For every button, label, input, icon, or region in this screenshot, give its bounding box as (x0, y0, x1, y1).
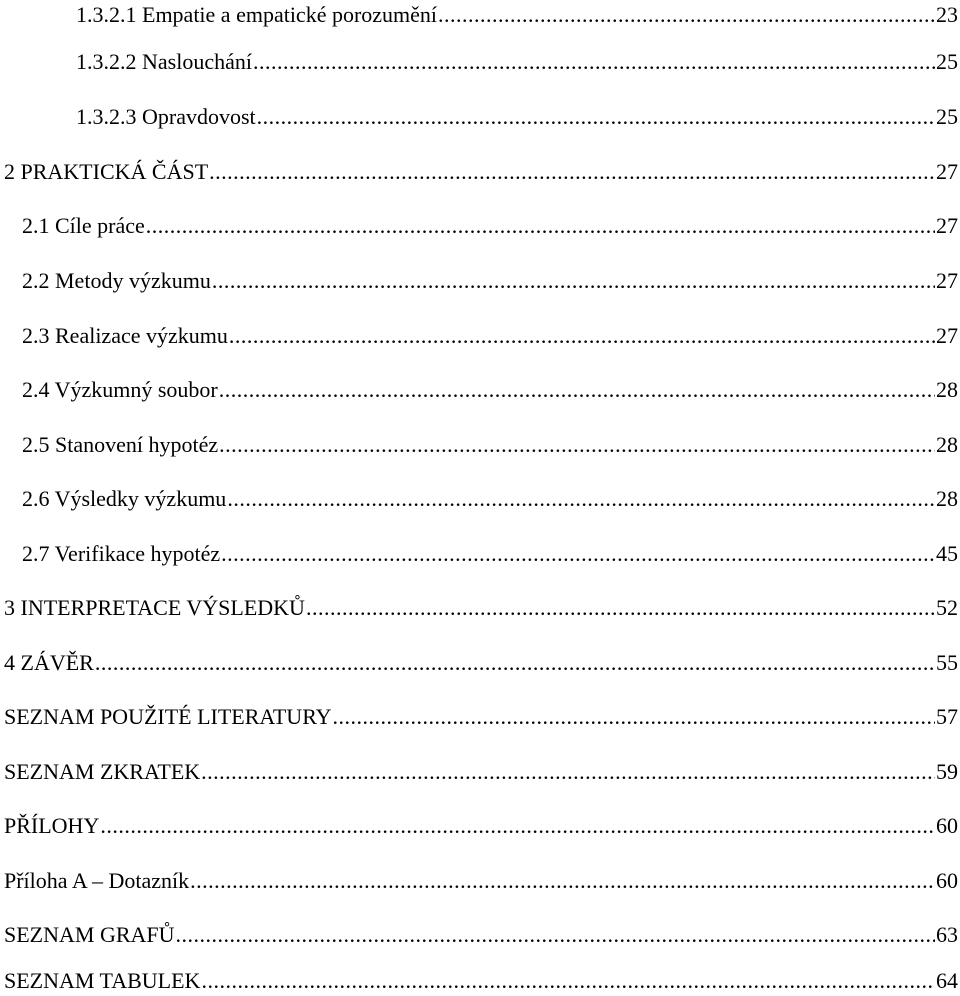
toc-entry-title: PŘÍLOHY (4, 813, 100, 838)
toc-entry[interactable] (22, 484, 958, 514)
toc-entry[interactable] (4, 866, 958, 896)
toc-entry-title: 2.7 Verifikace hypotéz (22, 541, 221, 566)
toc-leader-dots (201, 757, 935, 787)
toc-entry-title: 2.6 Výsledky výzkumu (22, 486, 227, 511)
toc-entry-page: 27 (936, 323, 958, 348)
toc-entry[interactable] (22, 211, 958, 241)
toc-entry[interactable] (4, 966, 958, 996)
toc-entry[interactable] (76, 102, 958, 132)
toc-entry-page: 23 (936, 2, 958, 27)
toc-entry-page: 27 (936, 159, 958, 184)
toc-leader-dots (95, 648, 935, 678)
toc-leader-dots (306, 593, 935, 623)
toc-entry-page: 60 (936, 868, 958, 893)
toc-leader-dots (227, 484, 935, 514)
toc-entry-title: 2.4 Výzkumný soubor (22, 377, 218, 402)
toc-entry[interactable] (76, 47, 958, 77)
toc-leader-dots (229, 321, 935, 351)
toc-entry-page: 27 (936, 213, 958, 238)
toc-entry-title: SEZNAM ZKRATEK (4, 759, 201, 784)
toc-leader-dots (201, 966, 935, 996)
toc-leader-dots (438, 0, 935, 30)
toc-entry-page: 28 (936, 432, 958, 457)
toc-entry-title: 1.3.2.1 Empatie a empatické porozumění (76, 2, 438, 27)
toc-entry-page: 59 (936, 759, 958, 784)
toc-entry-page: 25 (936, 49, 958, 74)
toc-entry[interactable] (4, 811, 958, 841)
toc-leader-dots (212, 266, 935, 296)
toc-leader-dots (100, 811, 935, 841)
toc-entry-page: 25 (936, 104, 958, 129)
toc-leader-dots (219, 375, 935, 405)
toc-leader-dots (257, 102, 935, 132)
toc-leader-dots (253, 47, 935, 77)
toc-entry-title: 2.3 Realizace výzkumu (22, 323, 228, 348)
toc-entry-title: 2.1 Cíle práce (22, 213, 145, 238)
toc-leader-dots (221, 539, 935, 569)
toc-entry-page: 28 (936, 377, 958, 402)
toc-leader-dots (190, 866, 935, 896)
toc-entry-page: 63 (936, 922, 958, 947)
toc-entry-title: 2.2 Metody výzkumu (22, 268, 211, 293)
toc-entry-title: 2.5 Stanovení hypotéz (22, 432, 219, 457)
toc-entry-page: 57 (936, 704, 958, 729)
toc-entry-title: 3 INTERPRETACE VÝSLEDKŮ (4, 595, 305, 620)
toc-entry[interactable] (4, 157, 958, 187)
toc-entry-title: 2 PRAKTICKÁ ČÁST (4, 159, 209, 184)
toc-leader-dots (176, 920, 935, 950)
toc-entry-page: 64 (936, 968, 958, 993)
toc-entry-page: 60 (936, 813, 958, 838)
toc-entry[interactable] (22, 539, 958, 569)
toc-entry[interactable] (76, 0, 958, 30)
toc-entry-page: 27 (936, 268, 958, 293)
toc-entry-title: 1.3.2.2 Naslouchání (76, 49, 252, 74)
toc-entry-title: SEZNAM TABULEK (4, 968, 201, 993)
toc-leader-dots (209, 157, 935, 187)
toc-entry-page: 52 (936, 595, 958, 620)
toc-leader-dots (146, 211, 935, 241)
toc-entry-title: SEZNAM POUŽITÉ LITERATURY (4, 704, 332, 729)
toc-entry[interactable] (22, 375, 958, 405)
toc-entry-page: 45 (936, 541, 958, 566)
toc-entry[interactable] (4, 702, 958, 732)
toc-entry[interactable] (4, 757, 958, 787)
toc-leader-dots (219, 430, 935, 460)
toc-entry-title: Příloha A – Dotazník (4, 868, 190, 893)
toc-leader-dots (333, 702, 935, 732)
toc-entry[interactable] (22, 266, 958, 296)
toc-entry-title: 1.3.2.3 Opravdovost (76, 104, 256, 129)
toc-entry[interactable] (22, 430, 958, 460)
toc-entry[interactable] (4, 648, 958, 678)
toc-entry-title: SEZNAM GRAFŮ (4, 922, 175, 947)
toc-entry-page: 55 (936, 650, 958, 675)
toc-entry-page: 28 (936, 486, 958, 511)
toc-entry[interactable] (22, 321, 958, 351)
toc-entry[interactable] (4, 920, 958, 950)
toc-entry-title: 4 ZÁVĚR (4, 650, 94, 675)
toc-entry[interactable] (4, 593, 958, 623)
